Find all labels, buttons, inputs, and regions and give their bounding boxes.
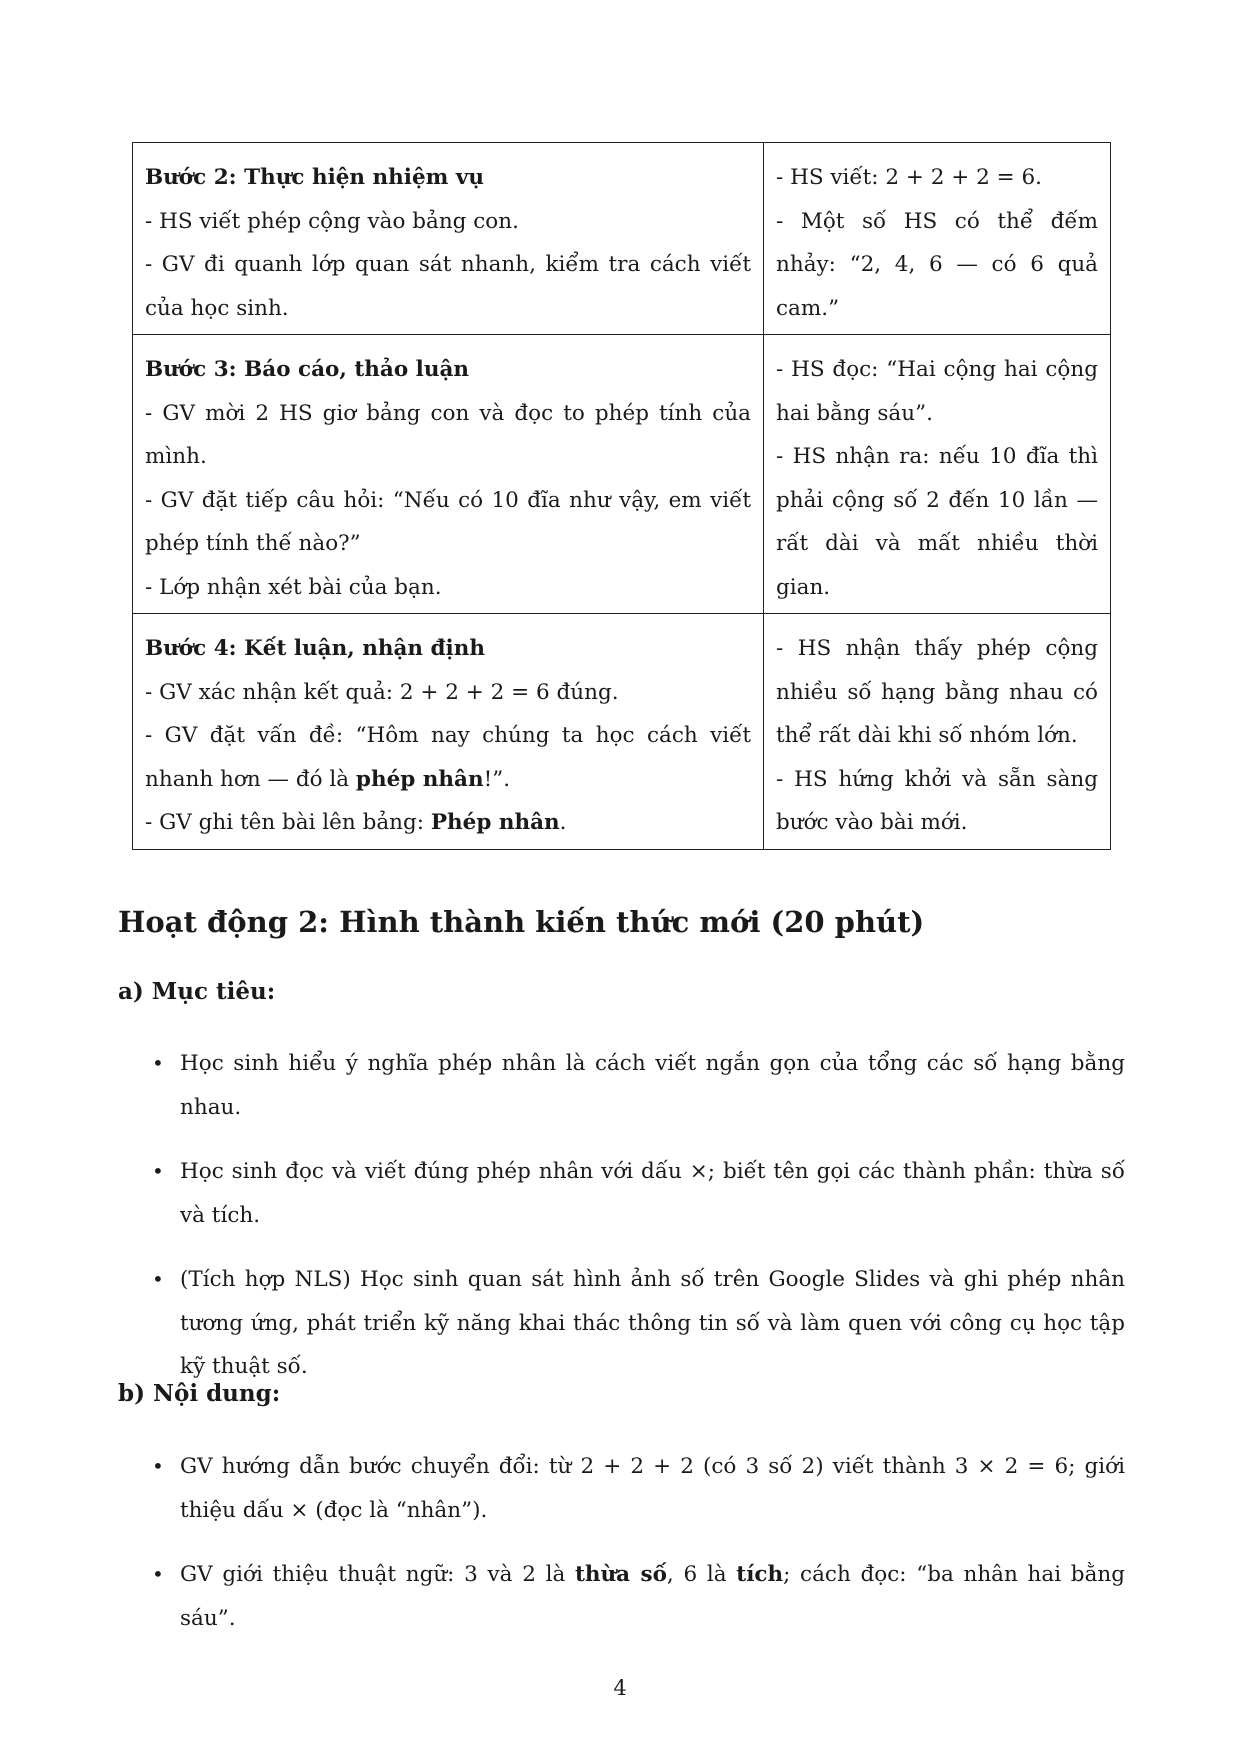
table-row [133,143,1111,335]
text-run: GV giới thiệu thuật ngữ: 3 và 2 là [180,1562,575,1587]
page-number: 4 [613,1676,627,1700]
cell-line: - GV mời 2 HS giơ bảng con và đọc to phép tính của mình. [145,400,751,469]
list-item: • (Tích hợp NLS) Học sinh quan sát hình ảnh số trên Google Slides và ghi phép nhân tương ứng, phát triển kỹ năng khai thác thông tin số và làm quen với công cụ học tập kỹ thuật số. [150,1258,1125,1389]
cell-line: - Lớp nhận xét bài của bạn. [145,574,442,600]
text-run: - GV ghi tên bài lên bảng: [145,810,431,835]
cell-line: - HS hứng khởi và sẵn sàng bước vào bài mới. [776,766,1098,835]
cell-line: - HS nhận thấy phép cộng nhiều số hạng bằng nhau có thể rất dài khi số nhóm lớn. [776,636,1098,748]
bold-term: tích [736,1562,784,1587]
cell-line: - HS viết: 2 + 2 + 2 = 6. [776,165,1042,190]
objectives-list [150,1042,1125,1410]
student-activity-cell [764,335,1111,614]
bold-term: thừa số [574,1562,667,1587]
bold-term: phép nhân [355,766,484,792]
list-item: • GV hướng dẫn bước chuyển đổi: từ 2 + 2 + 2 (có 3 số 2) viết thành 3 × 2 = 6; giới thiệu dấu × (đọc là “nhân”). [150,1445,1125,1532]
list-item: • Học sinh đọc và viết đúng phép nhân với dấu ×; biết tên gọi các thành phần: thừa số và tích. [150,1150,1125,1237]
teacher-activity-cell [133,143,764,335]
student-activity-cell [764,614,1111,850]
text-run: ; cách đọc: “ba nhân hai bằng sáu”. [180,1562,1125,1631]
cell-line: - GV đặt tiếp câu hỏi: “Nếu có 10 đĩa như vậy, em viết phép tính thế nào?” [145,487,751,556]
step-title: Bước 4: Kết luận, nhận định [145,636,485,661]
table-row [133,614,1111,850]
text-run: . [559,810,567,835]
cell-line: - HS nhận ra: nếu 10 đĩa thì phải cộng số 2 đến 10 lần — rất dài và mất nhiều thời gian. [776,444,1098,600]
step-title: Bước 2: Thực hiện nhiệm vụ [145,165,485,190]
activity-steps-table [132,142,1111,850]
cell-line: - Một số HS có thể đếm nhảy: “2, 4, 6 — có 6 quả cam.” [776,208,1098,321]
cell-line: - HS đọc: “Hai cộng hai cộng hai bằng sáu”. [776,357,1098,426]
cell-line [145,714,751,801]
content-list [150,1445,1125,1661]
cell-line: - GV xác nhận kết quả: 2 + 2 + 2 = 6 đúng. [145,679,619,705]
objectives-title: a) Mục tiêu: [118,978,276,1005]
teacher-activity-cell [133,614,764,850]
cell-line [145,801,751,845]
text-run: !”. [483,766,511,792]
cell-line: - HS viết phép cộng vào bảng con. [145,208,519,234]
list-item: • Học sinh hiểu ý nghĩa phép nhân là cách viết ngắn gọn của tổng các số hạng bằng nhau. [150,1042,1125,1129]
cell-line: - GV đi quanh lớp quan sát nhanh, kiểm tra cách viết của học sinh. [145,252,751,321]
step-title: Bước 3: Báo cáo, thảo luận [145,357,470,382]
list-item [150,1553,1125,1640]
bold-term: Phép nhân [430,810,560,835]
student-activity-cell [764,143,1111,335]
table-row [133,335,1111,614]
text-run: , 6 là [666,1562,737,1587]
section-title: Hoạt động 2: Hình thành kiến thức mới (20 phút) [118,905,925,939]
teacher-activity-cell [133,335,764,614]
content-title: b) Nội dung: [118,1380,281,1407]
text-run: - GV đặt vấn đề: “Hôm nay chúng ta học cách viết nhanh hơn — đó là [145,723,751,792]
